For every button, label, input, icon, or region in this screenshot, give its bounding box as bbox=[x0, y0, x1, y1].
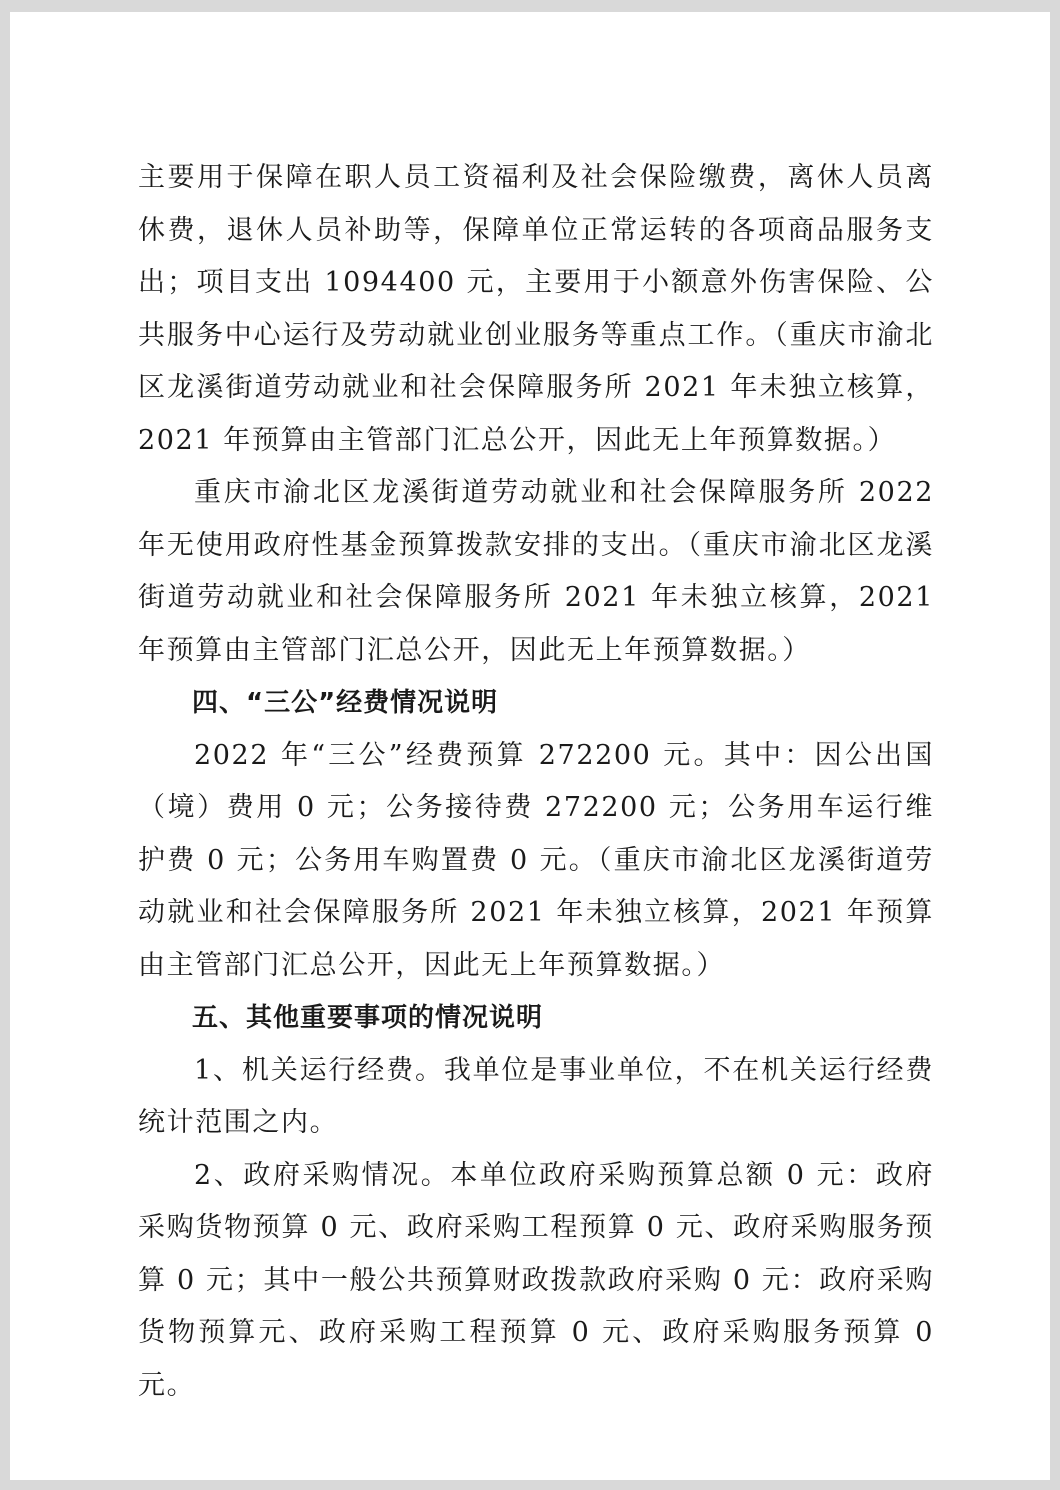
document-body bbox=[138, 152, 934, 1412]
section-heading-other-matters: 五、其他重要事项的情况说明 bbox=[192, 1003, 544, 1033]
section-heading-three-public: 四、“三公”经费情况说明 bbox=[192, 688, 499, 718]
paragraph-operating-expenses: 1、机关运行经费。我单位是事业单位，不在机关运行经费统计范围之内。 bbox=[138, 1054, 934, 1138]
paragraph-three-public-budget: 2022 年“三公”经费预算 272200 元。其中：因公出国（境）费用 0 元；公务接待费 272200 元；公务用车运行维护费 0 元；公务用车购置费 0 元。（重庆市渝北区龙溪街道劳动就业和社会保障服务所 2021 年未独立核算，2021 年预算由主管部门汇总公开，因此无上年预算数据。） bbox=[138, 739, 934, 981]
document-page bbox=[10, 12, 1050, 1480]
paragraph-expenditure-continued: 主要用于保障在职人员工资福利及社会保险缴费，离休人员离休费，退休人员补助等，保障单位正常运转的各项商品服务支出；项目支出 1094400 元，主要用于小额意外伤害保险、公共服务中心运行及劳动就业创业服务等重点工作。（重庆市渝北区龙溪街道劳动就业和社会保障服务所 2021 年未独立核算，2021 年预算由主管部门汇总公开，因此无上年预算数据。） bbox=[138, 162, 934, 456]
paragraph-government-fund: 重庆市渝北区龙溪街道劳动就业和社会保障服务所 2022 年无使用政府性基金预算拨款安排的支出。（重庆市渝北区龙溪街道劳动就业和社会保障服务所 2021 年未独立核算，2021 年预算由主管部门汇总公开，因此无上年预算数据。） bbox=[138, 477, 934, 666]
paragraph-government-procurement: 2、政府采购情况。本单位政府采购预算总额 0 元：政府采购货物预算 0 元、政府采购工程预算 0 元、政府采购服务预算 0 元；其中一般公共预算财政拨款政府采购 0 元：政府采购货物预算元、政府采购工程预算 0 元、政府采购服务预算 0 元。 bbox=[138, 1159, 934, 1401]
